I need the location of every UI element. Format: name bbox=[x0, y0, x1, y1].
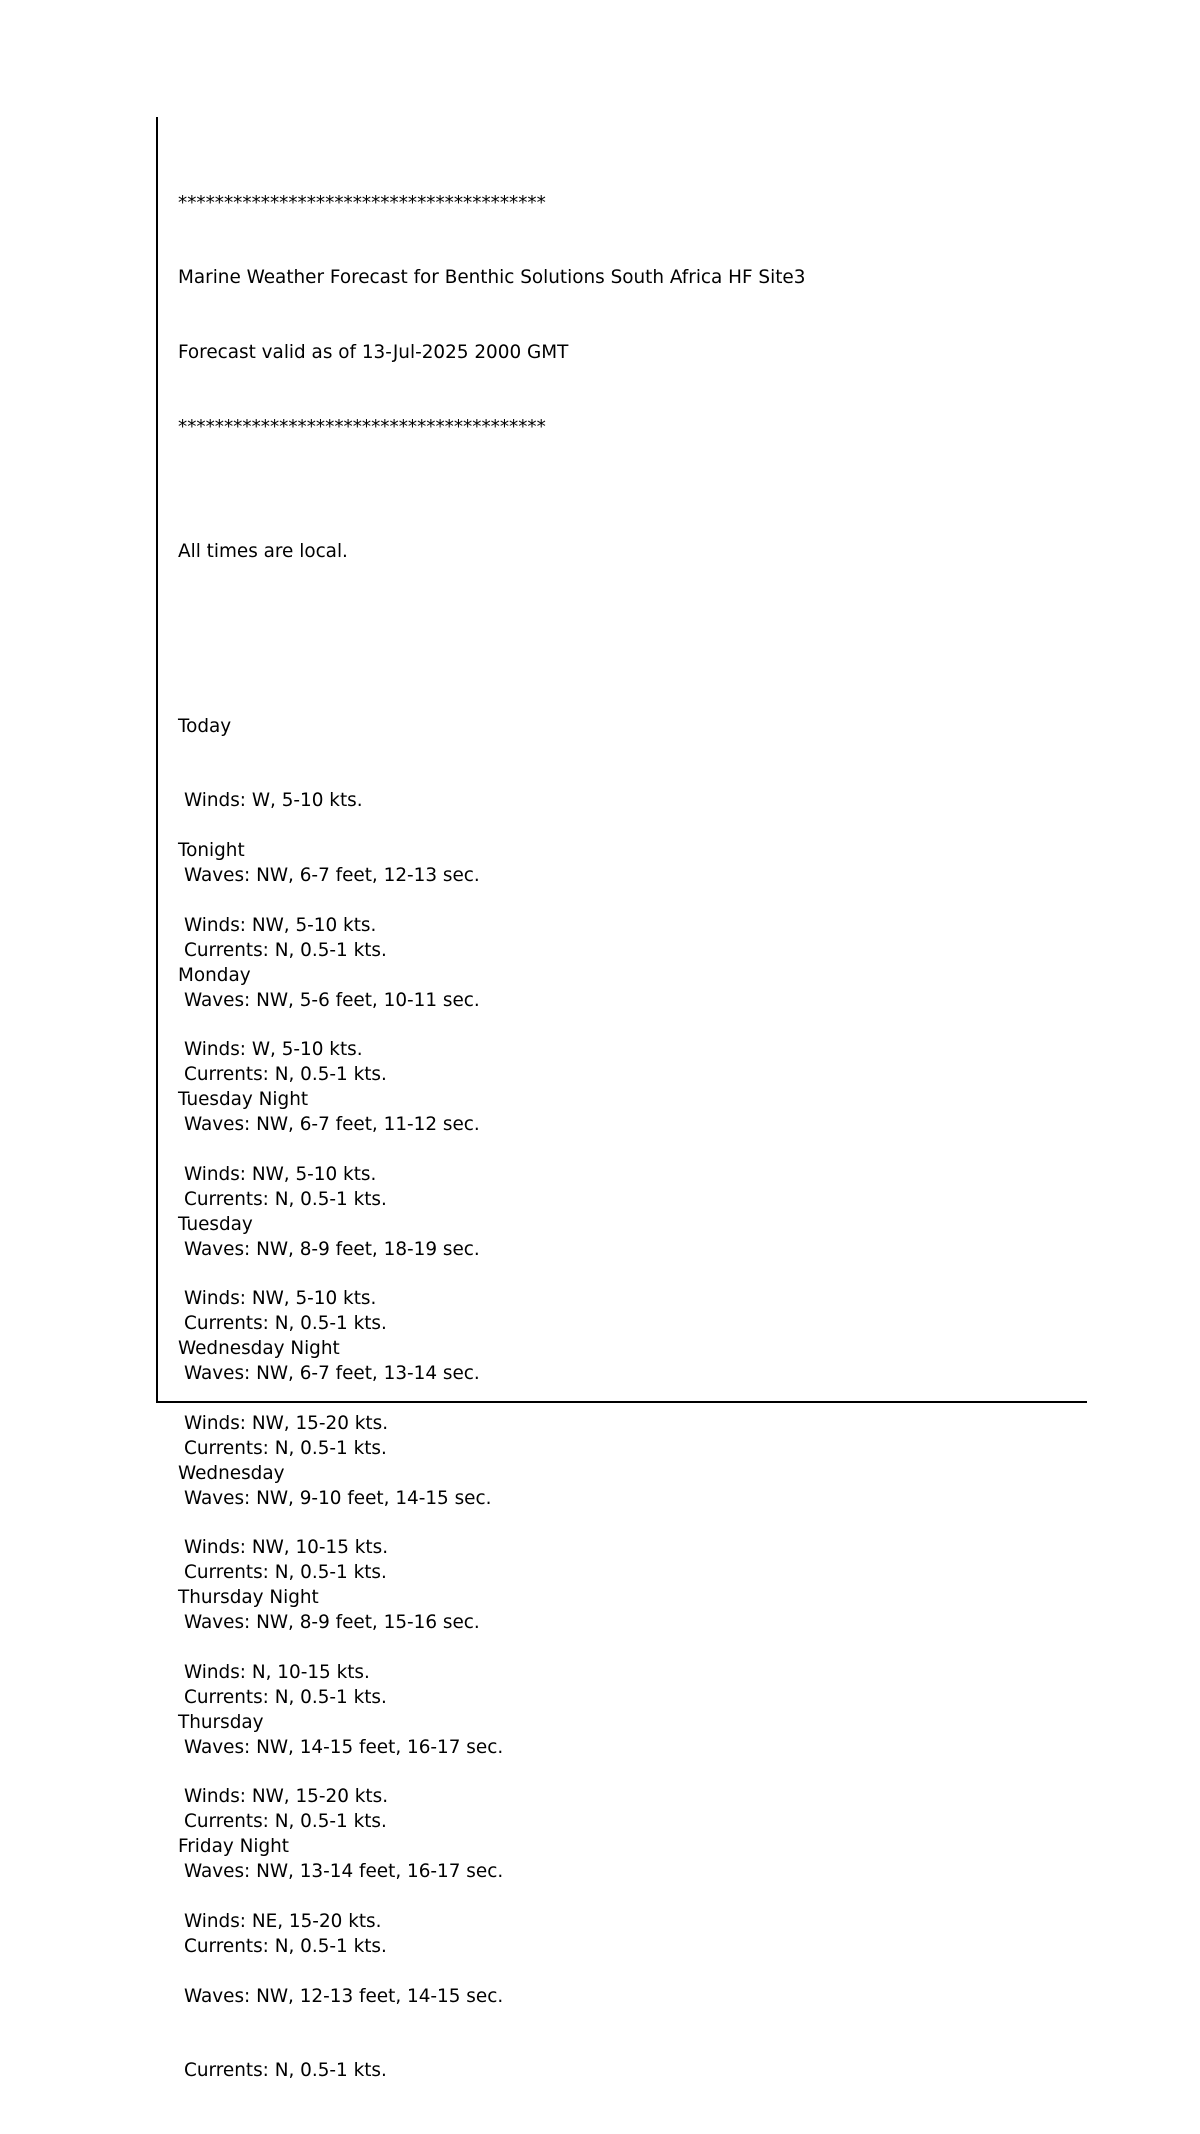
period-name: Thursday Night bbox=[178, 1587, 319, 1609]
period-winds: Winds: NW, 5-10 kts. bbox=[184, 1163, 377, 1185]
period-name: Tuesday bbox=[178, 1213, 253, 1235]
period-waves: Waves: NW, 12-13 feet, 14-15 sec. bbox=[184, 1985, 504, 2007]
period-name: Friday Night bbox=[178, 1836, 289, 1858]
period-currents: Currents: N, 0.5-1 kts. bbox=[184, 1686, 387, 1708]
period-winds: Winds: NW, 5-10 kts. bbox=[184, 1288, 377, 1310]
separator-bottom: **************************************** bbox=[178, 416, 546, 438]
period-name: Today bbox=[178, 715, 232, 737]
period-name: Thursday bbox=[178, 1711, 264, 1733]
period-waves: Waves: NW, 14-15 feet, 16-17 sec. bbox=[184, 1736, 504, 1758]
separator-top: **************************************** bbox=[178, 192, 546, 214]
period-winds: Winds: W, 5-10 kts. bbox=[184, 790, 363, 812]
period-currents: Currents: N, 0.5-1 kts. bbox=[184, 2060, 387, 2082]
period-currents: Currents: N, 0.5-1 kts. bbox=[184, 1188, 387, 1210]
period-waves: Waves: NW, 5-6 feet, 10-11 sec. bbox=[184, 989, 480, 1011]
period-name: Tuesday Night bbox=[178, 1089, 309, 1111]
period-winds: Winds: W, 5-10 kts. bbox=[184, 1039, 363, 1061]
period-waves: Waves: NW, 6-7 feet, 13-14 sec. bbox=[184, 1363, 480, 1385]
period-currents: Currents: N, 0.5-1 kts. bbox=[184, 1811, 387, 1833]
period-name: Monday bbox=[178, 964, 251, 986]
period-currents: Currents: N, 0.5-1 kts. bbox=[184, 1935, 387, 1957]
period-winds: Winds: NW, 15-20 kts. bbox=[184, 1786, 389, 1808]
period-currents: Currents: N, 0.5-1 kts. bbox=[184, 939, 387, 961]
forecast-document bbox=[178, 117, 806, 2082]
validity-line: Forecast valid as of 13-Jul-2025 2000 GMT bbox=[178, 342, 569, 364]
timezone-note: All times are local. bbox=[178, 541, 348, 563]
document-title: Marine Weather Forecast for Benthic Solutions South Africa HF Site3 bbox=[178, 267, 806, 289]
period-winds: Winds: N, 10-15 kts. bbox=[184, 1661, 370, 1683]
period-waves: Waves: NW, 8-9 feet, 15-16 sec. bbox=[184, 1612, 480, 1634]
period-winds: Winds: NW, 5-10 kts. bbox=[184, 914, 377, 936]
period-winds: Winds: NW, 15-20 kts. bbox=[184, 1412, 389, 1434]
period-waves: Waves: NW, 8-9 feet, 18-19 sec. bbox=[184, 1238, 480, 1260]
period-currents: Currents: N, 0.5-1 kts. bbox=[184, 1064, 387, 1086]
period-waves: Waves: NW, 13-14 feet, 16-17 sec. bbox=[184, 1861, 504, 1883]
period-currents: Currents: N, 0.5-1 kts. bbox=[184, 1313, 387, 1335]
period-currents: Currents: N, 0.5-1 kts. bbox=[184, 1562, 387, 1584]
period-name: Tonight bbox=[178, 840, 245, 862]
period-currents: Currents: N, 0.5-1 kts. bbox=[184, 1437, 387, 1459]
period-waves: Waves: NW, 6-7 feet, 12-13 sec. bbox=[184, 865, 480, 887]
period-waves: Waves: NW, 9-10 feet, 14-15 sec. bbox=[184, 1487, 492, 1509]
period-waves: Waves: NW, 6-7 feet, 11-12 sec. bbox=[184, 1114, 480, 1136]
period-name: Wednesday Night bbox=[178, 1338, 340, 1360]
period-winds: Winds: NW, 10-15 kts. bbox=[184, 1537, 389, 1559]
period-name: Wednesday bbox=[178, 1462, 285, 1484]
period-winds: Winds: NE, 15-20 kts. bbox=[184, 1910, 382, 1932]
